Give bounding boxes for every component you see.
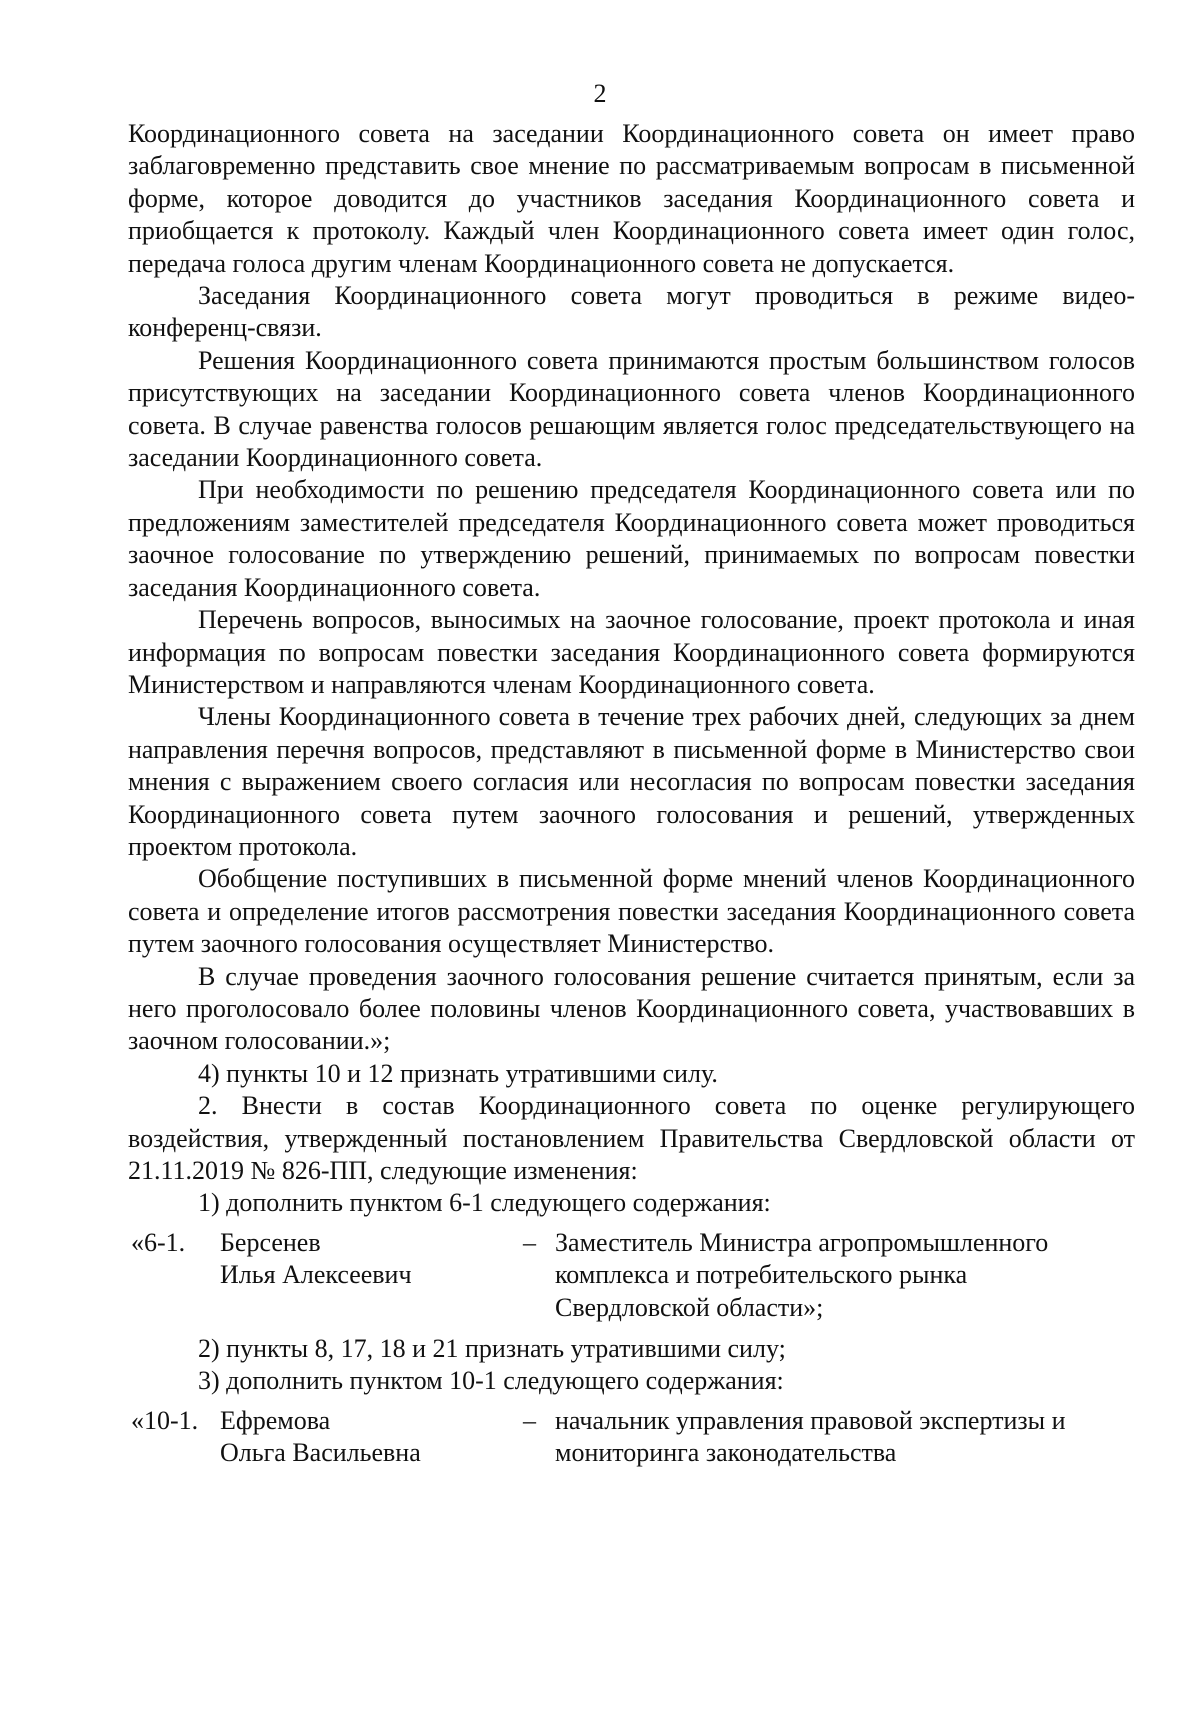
member-name bbox=[220, 1405, 523, 1470]
paragraph-decisions: Решения Координационного совета принимаются простым большинством голосов присутствующих на заседании Координационного совета членов Координационного совета. В случае равенства голосов решающим является голос председательствующего на заседании Координационного совета. bbox=[128, 345, 1135, 473]
document-body bbox=[128, 118, 1135, 1479]
member-entry-6-1 bbox=[128, 1227, 1135, 1324]
member-entry-10-1 bbox=[128, 1405, 1135, 1470]
member-number: «6-1. bbox=[131, 1227, 186, 1257]
member-number: «10-1. bbox=[131, 1405, 199, 1435]
member-role: Заместитель Министра агропромышленного комплекса и потребительского рынка Свердловской области»; bbox=[555, 1227, 1049, 1322]
member-dash: – bbox=[523, 1405, 536, 1435]
paragraph-member-opinions: Члены Координационного совета в течение трех рабочих дней, следующих за днем направления перечня вопросов, представляют в письменной форме в Министерство свои мнения с выражением своего согласия или несогласия по вопросам повестки заседания Координационного совета путем заочного голосования и решений, утвержденных проектом протокола. bbox=[128, 702, 1135, 861]
member-role: начальник управления правовой экспертизы и мониторинга законодательства bbox=[555, 1405, 1066, 1468]
paragraph-question-list: Перечень вопросов, выносимых на заочное голосование, проект протокола и иная информация по вопросам повестки заседания Координационного совета формируются Министерством и направляются членам Координационного совета. bbox=[128, 605, 1135, 699]
member-name bbox=[220, 1227, 523, 1324]
paragraph-subitem-3: 3) дополнить пунктом 10-1 следующего содержания: bbox=[198, 1366, 784, 1396]
member-given-names: Илья Алексеевич bbox=[220, 1260, 412, 1290]
paragraph-absentee-vote: При необходимости по решению председателя Координационного совета или по предложениям заместителей председателя Координационного совета может проводиться заочное голосование по утверждению решений, принимаемых по вопросам повестки заседания Координационного совета. bbox=[128, 475, 1135, 602]
paragraph-video-conference: Заседания Координационного совета могут проводиться в режиме видео-конференц-связи. bbox=[128, 281, 1135, 343]
page-number: 2 bbox=[593, 79, 607, 108]
paragraph-summary: Обобщение поступивших в письменной форме мнений членов Координационного совета и определение итогов рассмотрения повестки заседания Координационного совета путем заочного голосования осуществляет Министерство. bbox=[128, 864, 1135, 959]
paragraph-item-4: 4) пункты 10 и 12 признать утратившими силу. bbox=[198, 1058, 718, 1088]
member-surname: Берсенев bbox=[220, 1227, 321, 1257]
member-dash: – bbox=[523, 1227, 536, 1257]
member-given-names: Ольга Васильевна bbox=[220, 1438, 421, 1468]
paragraph-item-2: 2. Внести в состав Координационного совета по оценке регулирующего воздействия, утвержденный постановлением Правительства Свердловской области от 21.11.2019 № 826-ПП, следующие изменения: bbox=[128, 1091, 1135, 1185]
paragraph-continuation: Координационного совета на заседании Координационного совета он имеет право заблаговременно представить свое мнение по рассматриваемым вопросам в письменной форме, которое доводится до участников заседания Координационного совета и приобщается к протоколу. Каждый член Координационного совета имеет один голос, передача голоса другим членам Координационного совета не допускается. bbox=[128, 119, 1135, 278]
member-surname: Ефремова bbox=[220, 1405, 331, 1435]
paragraph-decision-adopted: В случае проведения заочного голосования решение считается принятым, если за него проголосовало более половины членов Координационного совета, участвовавших в заочном голосовании.»; bbox=[128, 961, 1135, 1056]
paragraph-subitem-2: 2) пункты 8, 17, 18 и 21 признать утратившими силу; bbox=[198, 1334, 786, 1364]
paragraph-subitem-1: 1) дополнить пунктом 6-1 следующего содержания: bbox=[198, 1188, 771, 1218]
